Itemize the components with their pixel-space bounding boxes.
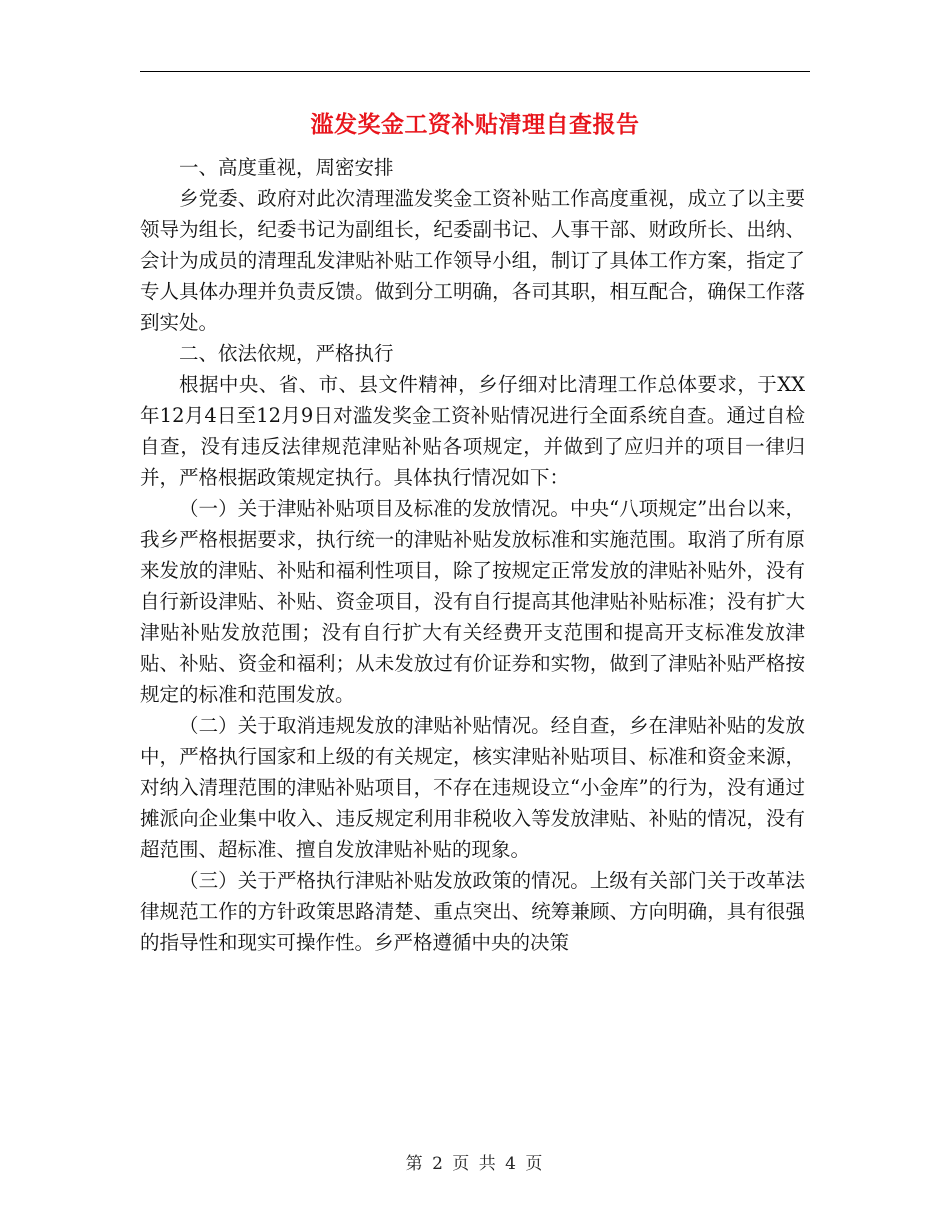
document-title: 滥发奖金工资补贴清理自查报告 bbox=[310, 111, 640, 138]
header-rule bbox=[140, 71, 810, 72]
page-footer: 第 2 页 共 4 页 bbox=[405, 1154, 545, 1174]
paragraph-2: 根据中央、省、市、县文件精神，乡仔细对比清理工作总体要求，于XX年12月4日至12月9日对滥发奖金工资补贴情况进行全面系统自查。通过自检自查，没有违反法律规范津贴补贴各项规定，并做到了应归并的项目一律归并，严格根据政策规定执行。具体执行情况如下： bbox=[140, 373, 805, 489]
section-heading-2: 二、依法依规，严格执行 bbox=[179, 342, 394, 365]
section-heading-1: 一、高度重视，周密安排 bbox=[179, 156, 394, 179]
paragraph-1: 乡党委、政府对此次清理滥发奖金工资补贴工作高度重视，成立了以主要领导为组长，纪委书记为副组长，纪委副书记、人事干部、财政所长、出纳、会计为成员的清理乱发津贴补贴工作领导小组，制订了具体工作方案，指定了专人具体办理并负责反馈。做到分工明确，各司其职，相互配合，确保工作落到实处。 bbox=[140, 187, 805, 334]
paragraph-4: （二）关于取消违规发放的津贴补贴情况。经自查，乡在津贴补贴的发放中，严格执行国家和上级的有关规定，核实津贴补贴项目、标准和资金来源，对纳入清理范围的津贴补贴项目，不存在违规设立“小金库”的行为，没有通过摊派向企业集中收入、违反规定利用非税收入等发放津贴、补贴的情况，没有超范围、超标准、擅自发放津贴补贴的现象。 bbox=[140, 714, 805, 861]
paragraph-5: （三）关于严格执行津贴补贴发放政策的情况。上级有关部门关于改革法律规范工作的方针政策思路清楚、重点突出、统筹兼顾、方向明确，具有很强的指导性和现实可操作性。乡严格遵循中央的决策 bbox=[140, 869, 805, 954]
document-body bbox=[140, 152, 805, 958]
paragraph-3: （一）关于津贴补贴项目及标准的发放情况。中央“八项规定”出台以来，我乡严格根据要求，执行统一的津贴补贴发放标准和实施范围。取消了所有原来发放的津贴、补贴和福利性项目，除了按规定正常发放的津贴补贴外，没有自行新设津贴、补贴、资金项目，没有自行提高其他津贴补贴标准；没有扩大津贴补贴发放范围；没有自行扩大有关经费开支范围和提高开支标准发放津贴、补贴、资金和福利；从未发放过有价证券和实物，做到了津贴补贴严格按规定的标准和范围发放。 bbox=[140, 497, 805, 706]
